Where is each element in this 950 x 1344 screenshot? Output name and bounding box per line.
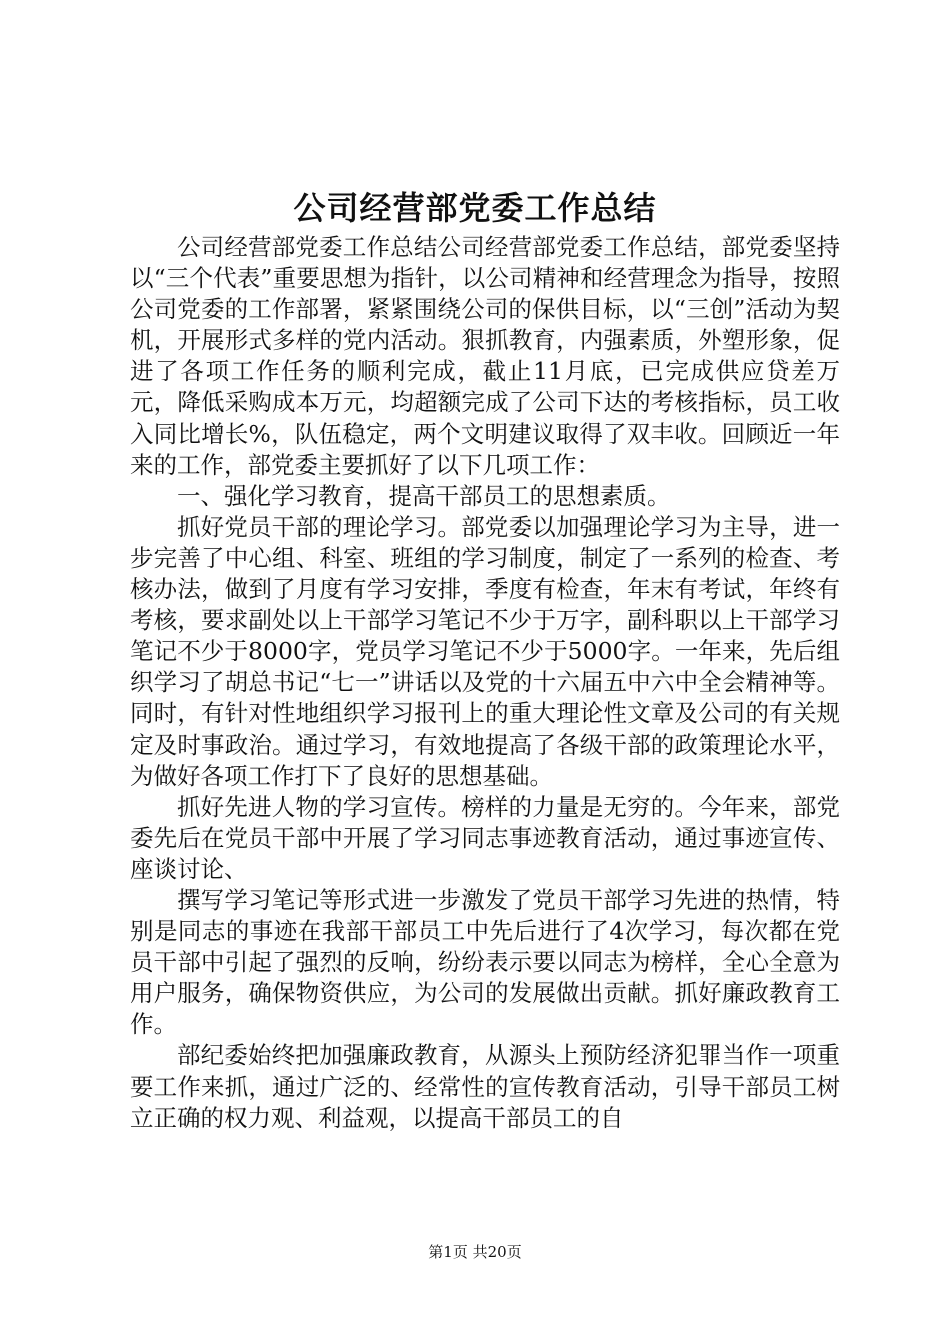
page-number: 第1页 共20页 <box>428 1243 522 1261</box>
document-body <box>130 232 840 1134</box>
paragraph-integrity-education: 部纪委始终把加强廉政教育，从源头上预防经济犯罪当作一项重要工作来抓，通过广泛的、经常性的宣传教育活动，引导干部员工树立正确的权力观、利益观，以提高干部员工的自 <box>130 1041 840 1132</box>
paragraph-study-notes: 撰写学习笔记等形式进一步激发了党员干部学习先进的热情，特别是同志的事迹在我部干部员工中先后进行了4次学习，每次都在党员干部中引起了强烈的反响，纷纷表示要以同志为榜样，全心全意为用户服务，确保物资供应，为公司的发展做出贡献。抓好廉政教育工作。 <box>130 885 840 1039</box>
document-title: 公司经营部党委工作总结 <box>293 189 657 227</box>
paragraph-intro: 公司经营部党委工作总结公司经营部党委工作总结，部党委坚持以“三个代表”重要思想为指针，以公司精神和经营理念为指导，按照公司党委的工作部署，紧紧围绕公司的保供目标，以“三创”活动为契机，开展形式多样的党内活动。狠抓教育，内强素质，外塑形象，促进了各项工作任务的顺利完成，截止11月底，已完成供应贷差万元，降低采购成本万元，均超额完成了公司下达的考核指标，员工收入同比增长%，队伍稳定，两个文明建议取得了双丰收。回顾近一年来的工作，部党委主要抓好了以下几项工作： <box>130 233 840 479</box>
paragraph-role-model: 抓好先进人物的学习宣传。榜样的力量是无穷的。今年来，部党委先后在党员干部中开展了学习同志事迹教育活动，通过事迹宣传、座谈讨论、 <box>130 792 840 883</box>
paragraph-theory-study: 抓好党员干部的理论学习。部党委以加强理论学习为主导，进一步完善了中心组、科室、班组的学习制度，制定了一系列的检查、考核办法，做到了月度有学习安排，季度有检查，年末有考试，年终有考核，要求副处以上干部学习笔记不少于万字，副科职以上干部学习笔记不少于8000字，党员学习笔记不少于5000字。一年来，先后组织学习了胡总书记“七一”讲话以及党的十六届五中六中全会精神等。同时，有针对性地组织学习报刊上的重大理论性文章及公司的有关规定及时事政治。通过学习，有效地提高了各级干部的政策理论水平，为做好各项工作打下了良好的思想基础。 <box>130 512 840 790</box>
paragraph-section-heading: 一、强化学习教育，提高干部员工的思想素质。 <box>177 481 671 510</box>
